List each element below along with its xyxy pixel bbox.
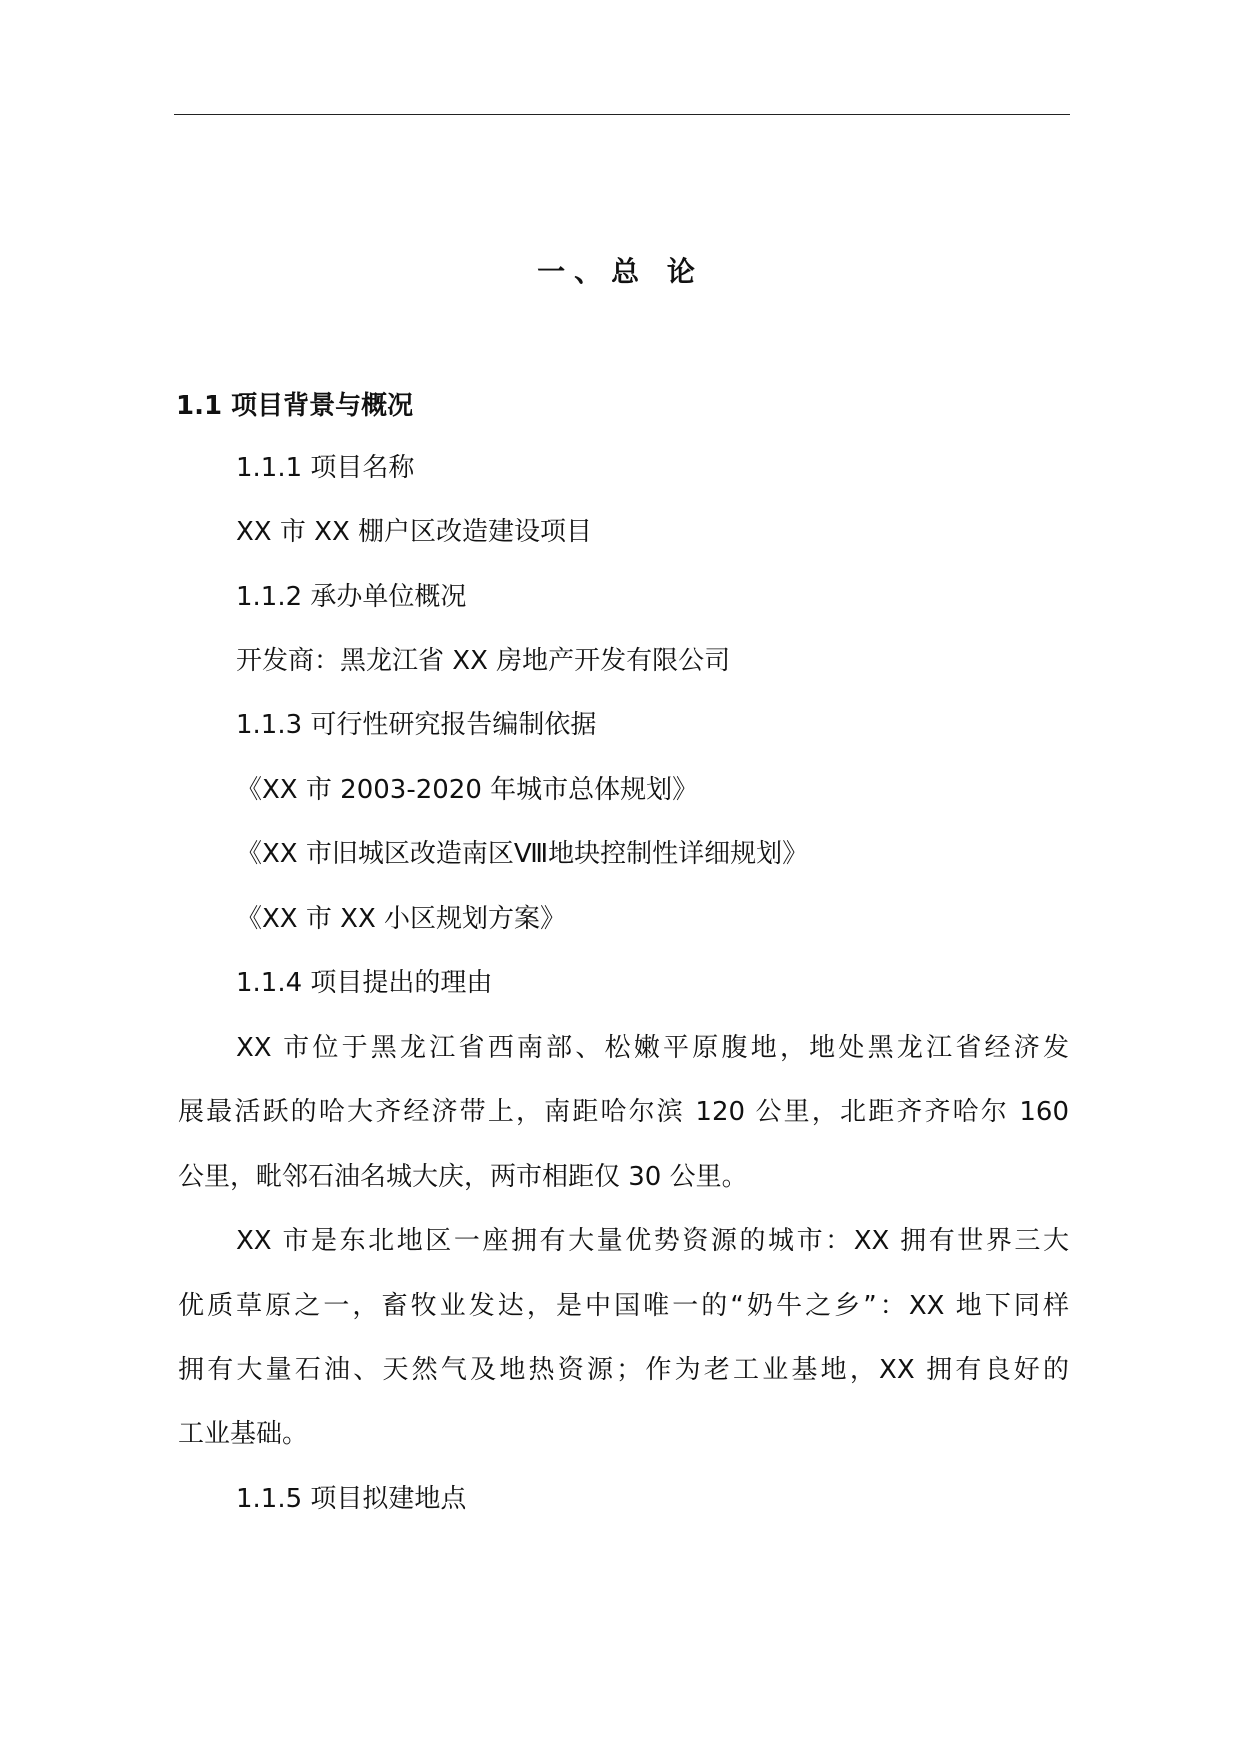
chapter-title: 一、总 论 <box>537 255 704 288</box>
developer-text: 开发商：黑龙江省 XX 房地产开发有限公司 <box>236 646 731 676</box>
subsection-heading-1-1-1: 1.1.1 项目名称 <box>236 453 415 483</box>
subsection-heading-1-1-5: 1.1.5 项目拟建地点 <box>236 1484 467 1514</box>
subsection-heading-1-1-2: 1.1.2 承办单位概况 <box>236 582 467 612</box>
basis-item-2: 《XX 市旧城区改造南区Ⅷ地块控制性详细规划》 <box>236 839 809 869</box>
reason-paragraph-1-line-2: 展最活跃的哈大齐经济带上，南距哈尔滨 120 公里，北距齐齐哈尔 160 <box>178 1097 1069 1127</box>
reason-paragraph-1-line-1: XX 市位于黑龙江省西南部、松嫩平原腹地，地处黑龙江省经济发 <box>236 1033 1069 1063</box>
basis-item-3: 《XX 市 XX 小区规划方案》 <box>236 904 567 934</box>
reason-paragraph-2-line-1: XX 市是东北地区一座拥有大量优势资源的城市：XX 拥有世界三大 <box>236 1226 1069 1256</box>
reason-paragraph-2-line-4: 工业基础。 <box>178 1419 309 1449</box>
reason-paragraph-1-line-3: 公里，毗邻石油名城大庆，两市相距仅 30 公里。 <box>178 1162 748 1192</box>
project-name-text: XX 市 XX 棚户区改造建设项目 <box>236 517 593 547</box>
section-title: 1.1 项目背景与概况 <box>176 391 414 421</box>
reason-paragraph-2-line-3: 拥有大量石油、天然气及地热资源；作为老工业基地，XX 拥有良好的 <box>178 1355 1069 1385</box>
reason-paragraph-2-line-2: 优质草原之一，畜牧业发达，是中国唯一的“奶牛之乡”：XX 地下同样 <box>178 1291 1069 1321</box>
subsection-heading-1-1-3: 1.1.3 可行性研究报告编制依据 <box>236 710 597 740</box>
header-rule <box>174 114 1070 115</box>
subsection-heading-1-1-4: 1.1.4 项目提出的理由 <box>236 968 493 998</box>
basis-item-1: 《XX 市 2003-2020 年城市总体规划》 <box>236 775 699 805</box>
